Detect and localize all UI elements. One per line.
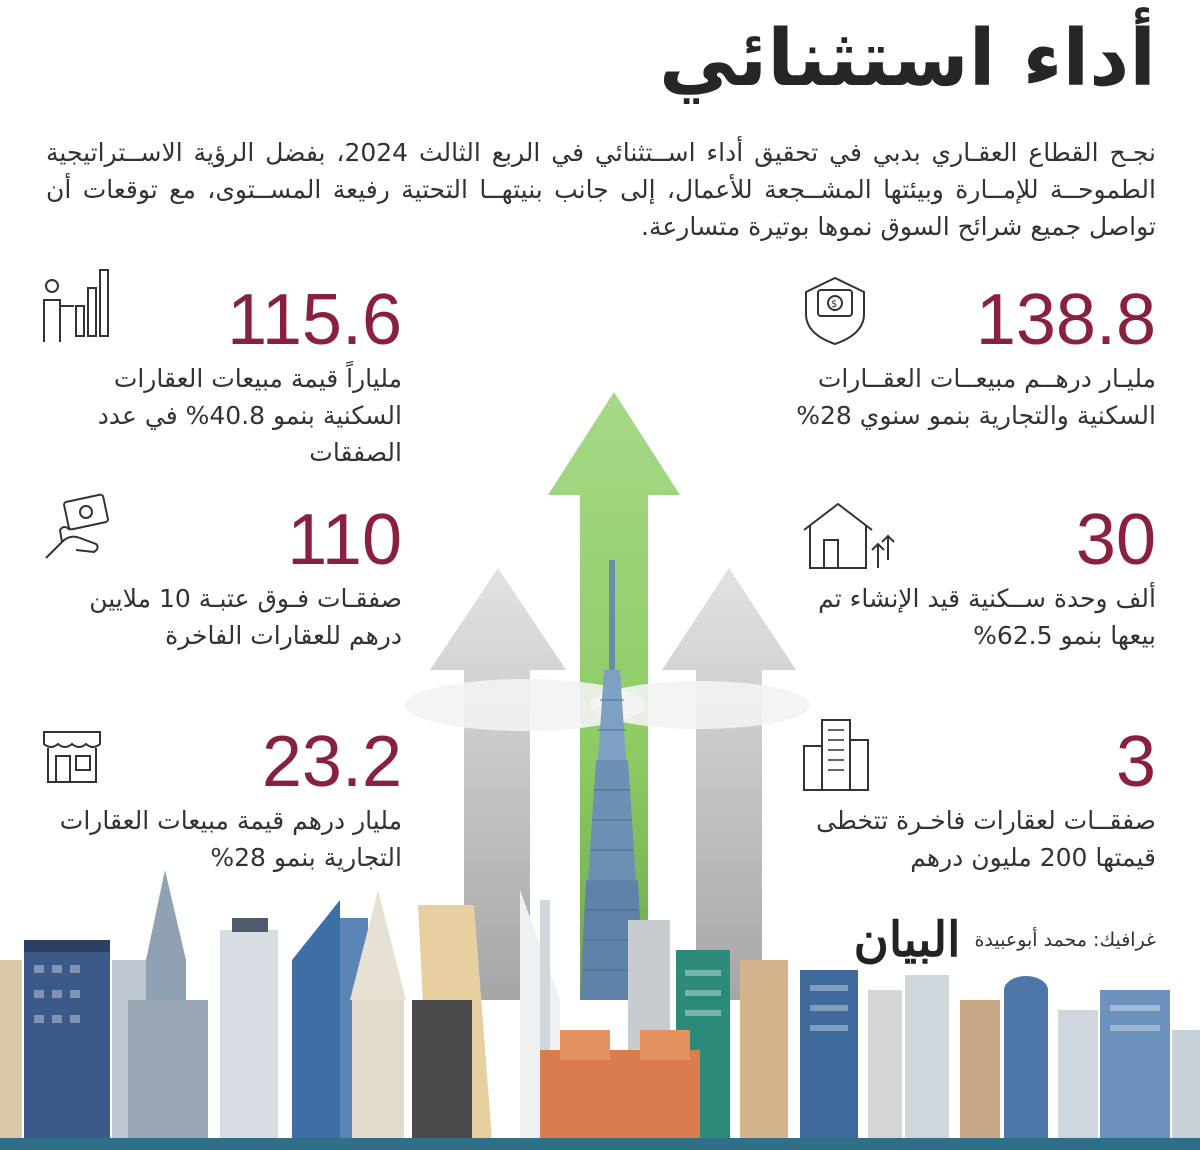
- stat-description: صفقـات فـوق عتبـة 10 ملايين درهم للعقارات الفاخرة: [89, 584, 402, 650]
- waterfront: [0, 1138, 1200, 1150]
- stat-description: مليار درهم قيمة مبيعات العقارات التجارية بنمو 28%: [59, 806, 402, 872]
- page-title: أداء استثنائي: [659, 14, 1156, 104]
- cash-hand-icon: [40, 492, 114, 566]
- right-grey-arrow: [662, 568, 796, 1000]
- stat-description: صفقــات لعقارات فاخـرة تتخطى قيمتها 200 مليون درهم: [816, 806, 1156, 872]
- graphic-credit: غرافيك: محمد أبوعبيدة: [974, 929, 1156, 951]
- buildings-icon: [800, 716, 872, 792]
- stat-value: 23.2: [261, 722, 402, 802]
- house-growth-icon: [800, 500, 896, 572]
- albayan-logo: البيان: [853, 912, 961, 968]
- svg-text:$: $: [831, 299, 838, 310]
- stat-value: 115.6: [227, 280, 402, 360]
- stat-description: ملياراً قيمة مبيعات العقارات السكنية بنمو 40.8% في عدد الصفقات: [97, 364, 402, 467]
- stat-value: 3: [1115, 722, 1156, 802]
- stat-value: 110: [287, 500, 402, 580]
- stat-description: ألف وحدة ســكنية قيد الإنشاء تم بيعها بنمو 62.5%: [818, 584, 1156, 650]
- money-hand-icon: [800, 272, 870, 348]
- presentation-chart-icon: [40, 266, 112, 346]
- stat-value: 138.8: [975, 280, 1156, 360]
- storefront-icon: [40, 722, 104, 786]
- stat-description: مليـار درهــم مبيعــات العقــارات السكنية والتجارية بنمو سنوي 28%: [796, 364, 1156, 430]
- intro-paragraph: نجـح القطاع العقـاري بدبي في تحقيق أداء اســتثنائي في الربع الثالث 2024، بفضل الرؤية الاســتراتيجية الطموحــة للإمــارة وبيئتها المشــجعة للأعمال، إلى جانب بنيتهــا التحتية رفيعة المســتوى، مع توقعات أن تواصل جميع شرائح السوق نموها بوتيرة متسارعة.: [46, 138, 1157, 241]
- stat-value: 30: [1075, 500, 1156, 580]
- credit-block: [854, 912, 1156, 968]
